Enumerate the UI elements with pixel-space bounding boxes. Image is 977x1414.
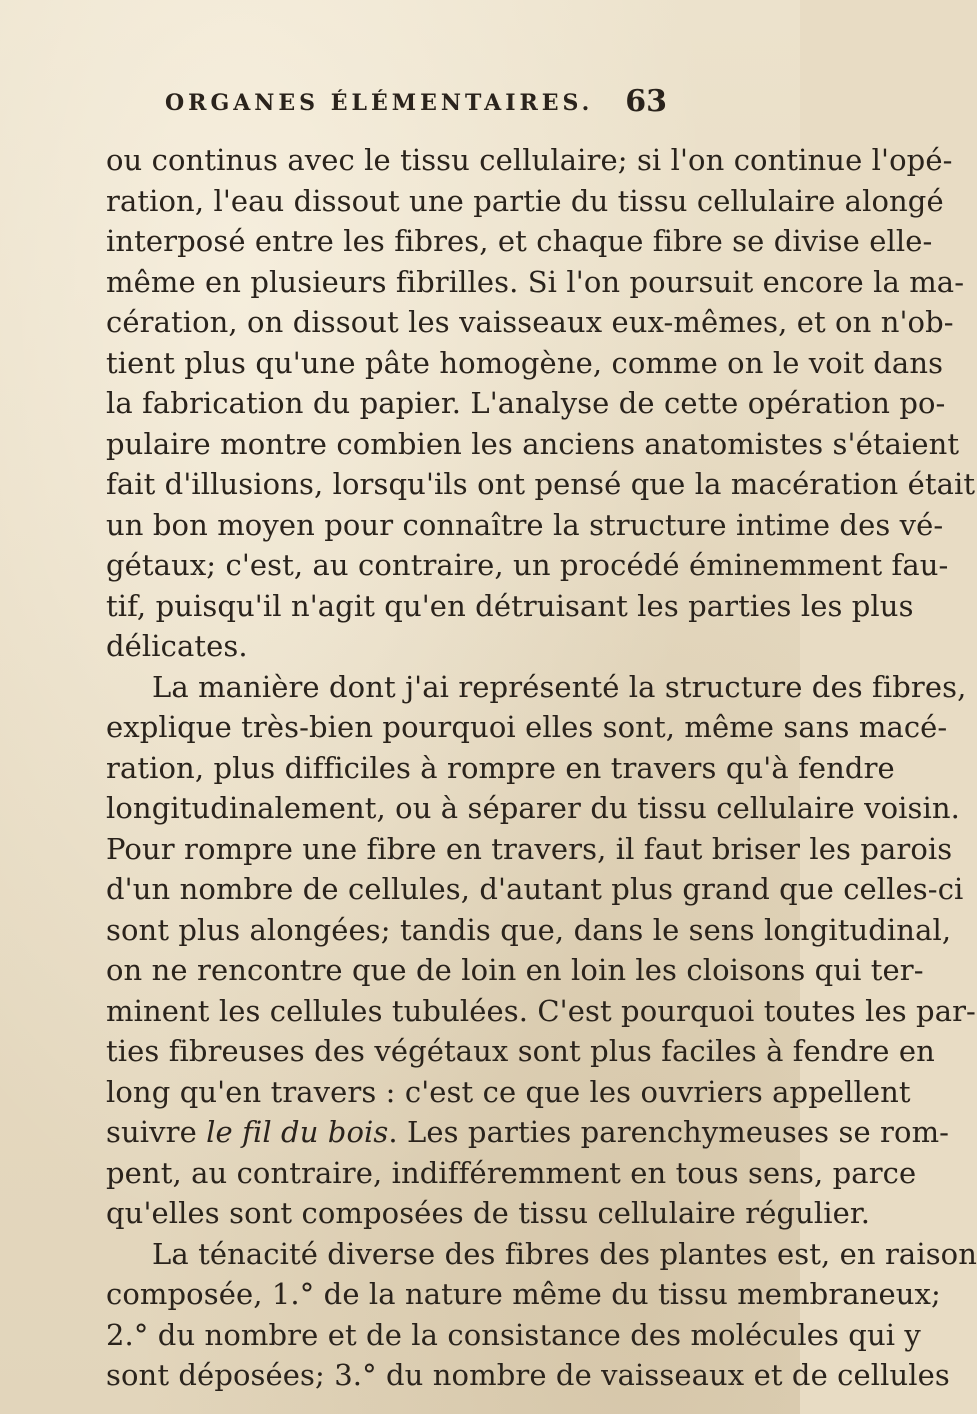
text-line: fait d'illusions, lorsqu'ils ont pensé que la macération était <box>106 467 976 501</box>
running-title: ORGANES ÉLÉMENTAIRES. <box>165 90 594 116</box>
page-header <box>165 84 667 130</box>
body-text <box>106 140 977 1396</box>
text-line: même en plusieurs fibrilles. Si l'on poursuit encore la ma- <box>106 264 965 299</box>
text-line: sont déposées; 3.° du nombre de vaisseaux et de cellules <box>106 1358 950 1392</box>
text-line: Pour rompre une fibre en travers, il faut briser les parois <box>106 831 953 866</box>
text-line: gétaux; c'est, au contraire, un procédé éminemment fau- <box>106 548 949 582</box>
text-line: ties fibreuses des végétaux sont plus faciles à fendre en <box>106 1034 935 1068</box>
text-line: ration, l'eau dissout une partie du tissu cellulaire alongé <box>106 183 944 218</box>
text-line: interposé entre les fibres, et chaque fibre se divise elle- <box>106 224 933 258</box>
text-line: composée, 1.° de la nature même du tissu membraneux; <box>106 1277 941 1311</box>
text-line: qu'elles sont composées de tissu cellulaire régulier. <box>106 1196 871 1230</box>
text-line: cération, on dissout les vaisseaux eux-mêmes, et on n'ob- <box>106 305 954 339</box>
text-fragment: . Les parties parenchymeuses se rom- <box>388 1115 950 1149</box>
text-line: pent, au contraire, indifféremment en tous sens, parce <box>106 1155 917 1190</box>
text-line: minent les cellules tubulées. C'est pourquoi toutes les par- <box>106 993 976 1028</box>
text-line: explique très-bien pourquoi elles sont, même sans macé- <box>106 710 948 744</box>
text-line: sont plus alongées; tandis que, dans le sens longitudinal, <box>106 912 952 947</box>
page-number: 63 <box>625 84 667 119</box>
text-fragment: suivre <box>106 1115 207 1149</box>
text-line: longitudinalement, ou à séparer du tissu cellulaire voisin. <box>106 791 960 825</box>
text-line: un bon moyen pour connaître la structure intime des vé- <box>106 507 944 542</box>
paragraph-start-line: La manière dont j'ai représenté la structure des fibres, <box>152 669 967 704</box>
text-line: 2.° du nombre et de la consistance des molécules qui y <box>106 1317 921 1352</box>
text-line: on ne rencontre que de loin en loin les cloisons qui ter- <box>106 953 924 987</box>
text-line: délicates. <box>106 629 248 663</box>
text-line: tif, puisqu'il n'agit qu'en détruisant les parties les plus <box>106 588 914 623</box>
text-line: tient plus qu'une pâte homogène, comme on le voit dans <box>106 345 944 380</box>
text-line: ration, plus difficiles à rompre en travers qu'à fendre <box>106 750 895 785</box>
text-line: la fabrication du papier. L'analyse de cette opération po- <box>106 386 946 420</box>
text-line-with-italic <box>106 1112 950 1153</box>
text-line: pulaire montre combien les anciens anatomistes s'étaient <box>106 426 960 461</box>
paragraph-start-line: La ténacité diverse des fibres des plantes est, en raison <box>152 1236 977 1271</box>
text-line: long qu'en travers : c'est ce que les ouvriers appellent <box>106 1074 911 1109</box>
text-line: d'un nombre de cellules, d'autant plus grand que celles-ci <box>106 872 964 906</box>
italic-phrase: le fil du bois <box>206 1115 389 1149</box>
text-line: ou continus avec le tissu cellulaire; si l'on continue l'opé- <box>106 143 953 177</box>
